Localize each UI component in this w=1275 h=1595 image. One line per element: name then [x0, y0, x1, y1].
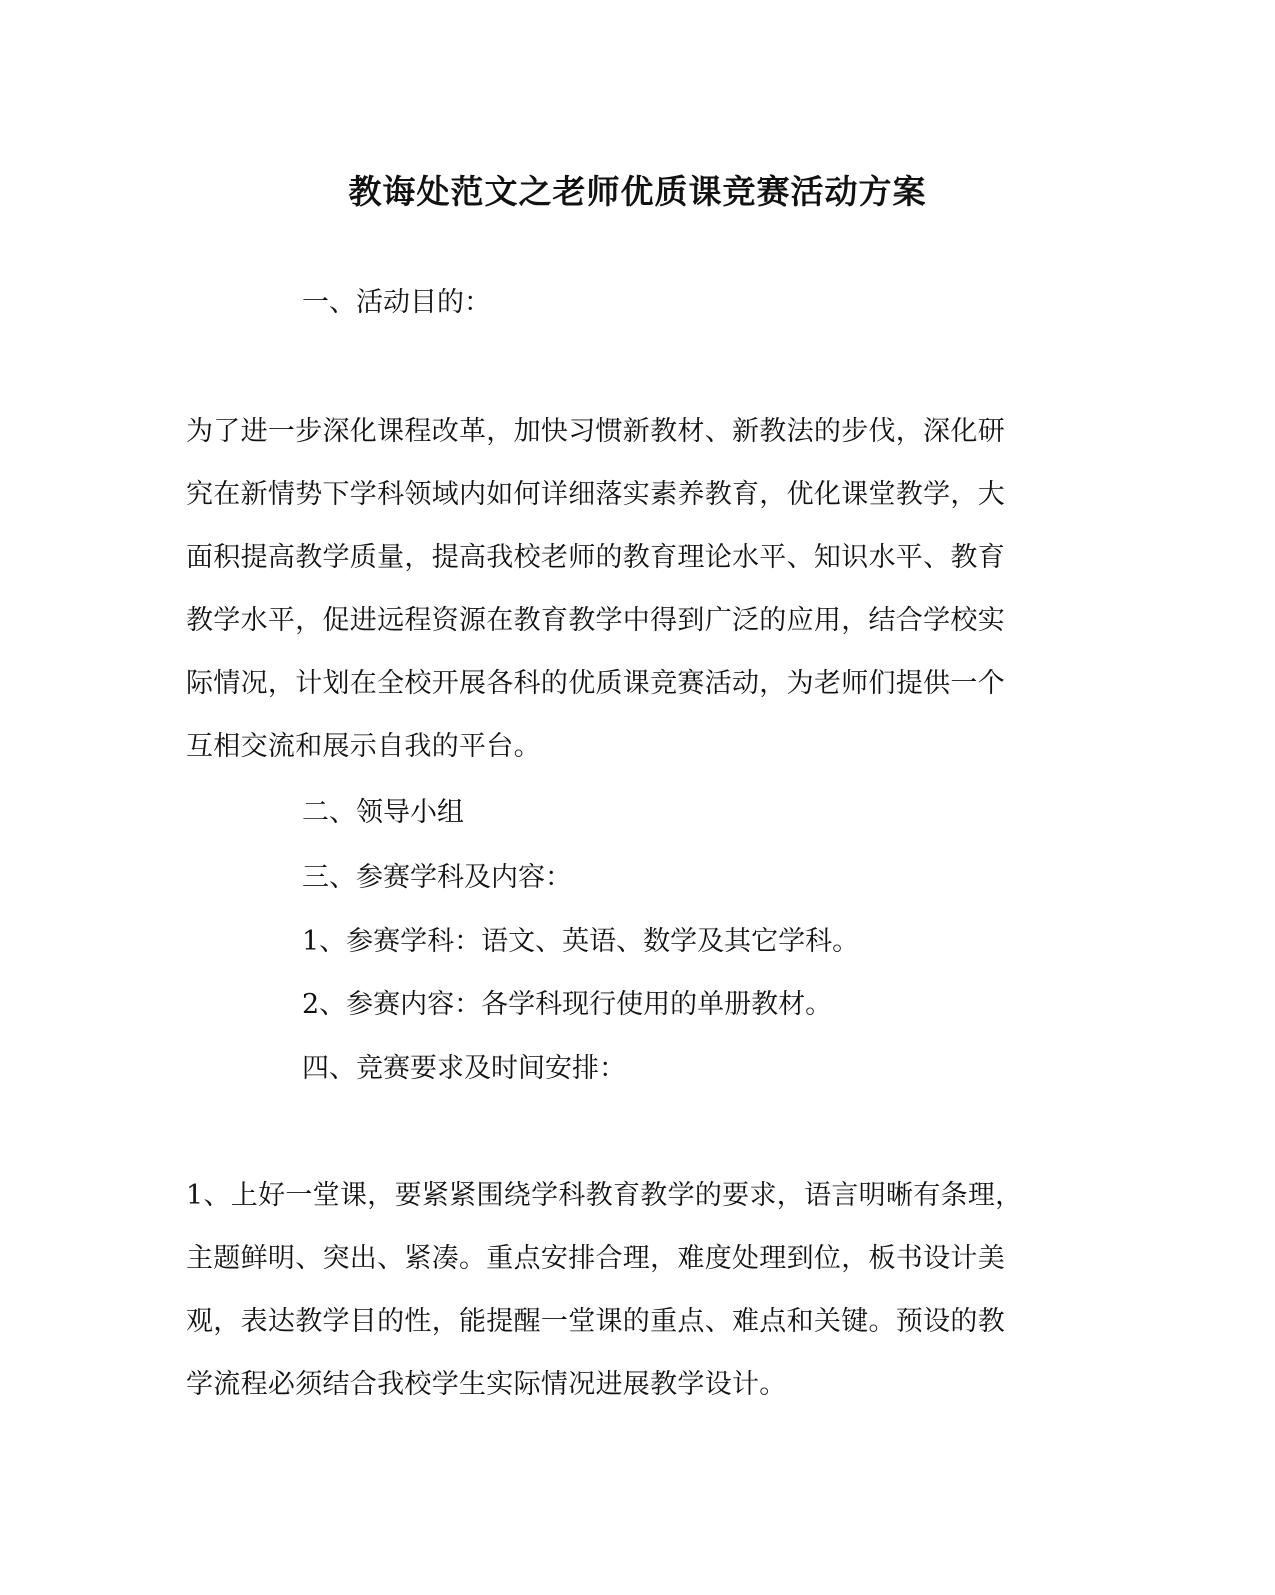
section-heading-subjects: 三、参赛学科及内容：: [302, 862, 572, 893]
section-purpose-body: [186, 400, 1056, 778]
body-line: 究在新情势下学科领域内如何详细落实素养教育，优化课堂教学，大: [186, 479, 1005, 510]
subjects-item-1: 1、参赛学科：语文、英语、数学及其它学科。: [302, 926, 860, 957]
body-line: 为了进一步深化课程改革，加快习惯新教材、新教法的步伐，深化研: [186, 416, 1005, 447]
document-title: 教诲处范文之老师优质课竞赛活动方案: [348, 172, 927, 211]
body-line: 面积提高教学质量，提高我校老师的教育理论水平、知识水平、教育: [186, 542, 1005, 573]
body-line: 互相交流和展示自我的平台。: [186, 731, 541, 762]
body-line: 1、上好一堂课，要紧紧围绕学科教育教学的要求，语言明晰有条理，: [186, 1180, 1023, 1211]
body-line: 观，表达教学目的性，能提醒一堂课的重点、难点和关键。预设的教: [186, 1306, 1005, 1337]
subjects-item-2: 2、参赛内容：各学科现行使用的单册教材。: [302, 989, 833, 1020]
section-heading-requirements: 四、竞赛要求及时间安排：: [302, 1053, 626, 1084]
section-heading-leadership: 二、领导小组: [302, 797, 464, 828]
body-line: 主题鲜明、突出、紧凑。重点安排合理，难度处理到位，板书设计美: [186, 1243, 1005, 1274]
section-heading-purpose: 一、活动目的：: [302, 287, 491, 318]
body-line: 教学水平，促进远程资源在教育教学中得到广泛的应用，结合学校实: [186, 605, 1005, 636]
section-requirements-body: [186, 1164, 1056, 1416]
body-line: 学流程必须结合我校学生实际情况进展教学设计。: [186, 1369, 787, 1400]
body-line: 际情况，计划在全校开展各科的优质课竞赛活动，为老师们提供一个: [186, 668, 1005, 699]
